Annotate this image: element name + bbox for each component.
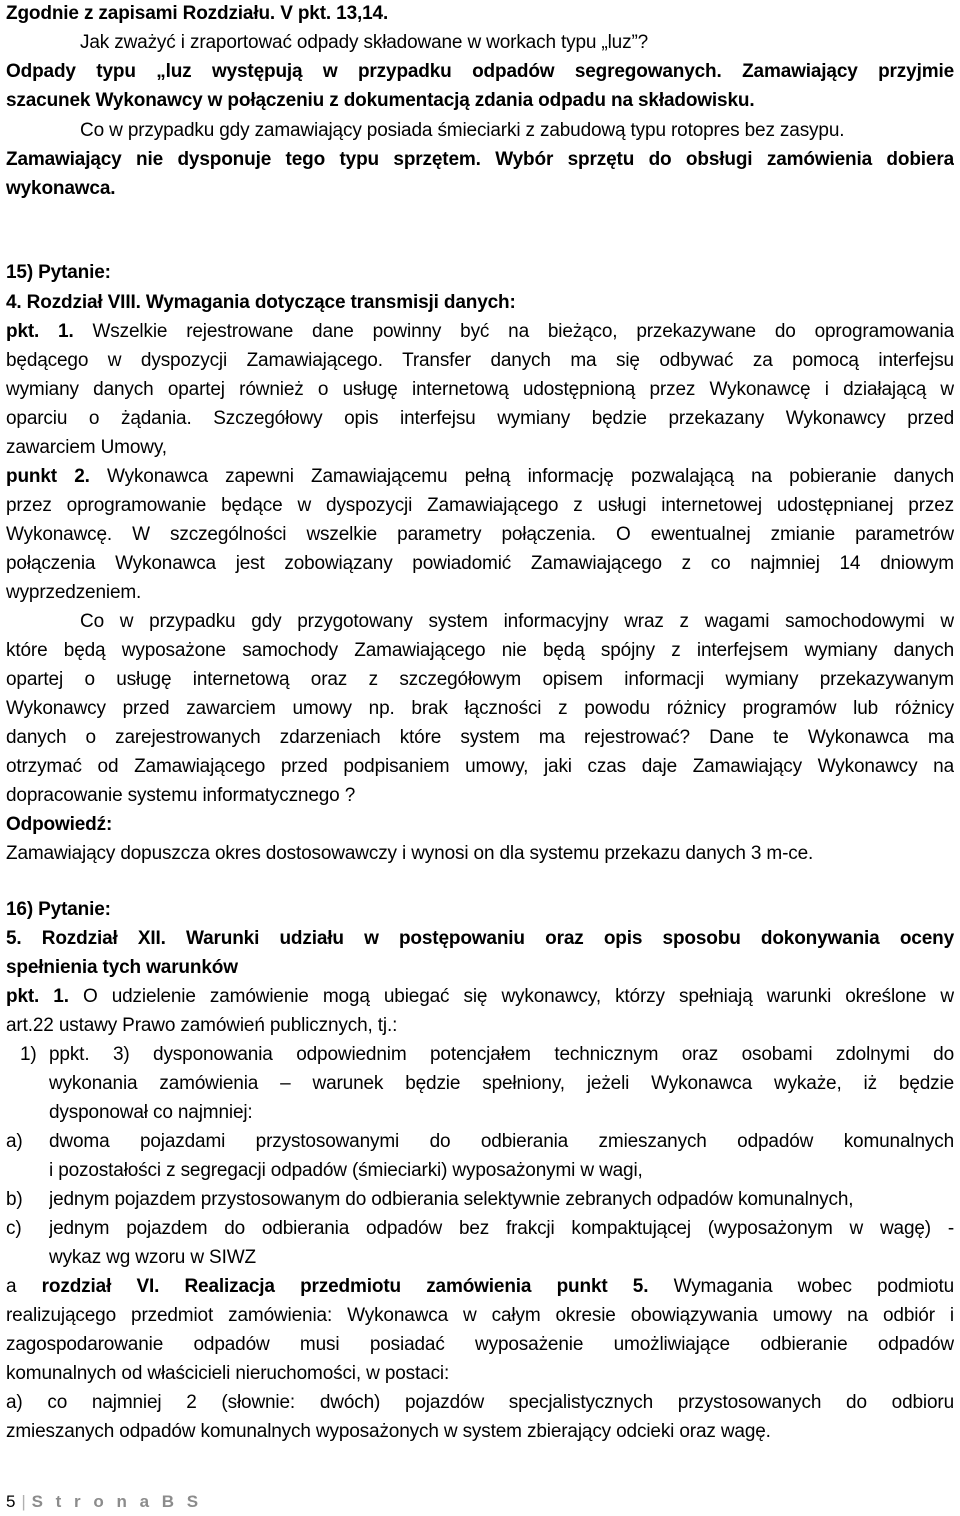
list-item-text: wykaz wg wzoru w SIWZ [49, 1247, 256, 1269]
point-label: pkt. 1. [6, 986, 69, 1007]
page-footer [6, 1487, 202, 1516]
point-label: punkt 2. [6, 466, 90, 487]
list-item [6, 1185, 954, 1214]
question-text: Co w przypadku gdy przygotowany system informacyjny wraz z wagami samochodowymi w [80, 611, 954, 632]
list-item-text: jednym pojazdem przystosowanym do odbierania selektywnie zebranych odpadów komunalnych, [49, 1189, 854, 1210]
list-item-label: b) [6, 1189, 23, 1210]
list-item-text: i pozostałości z segregacji odpadów (śmieciarki) wyposażonymi w wagi, [49, 1160, 643, 1182]
section-heading: spełnienia tych warunków [6, 957, 238, 978]
paragraph-line: połączenia Wykonawca jest zobowiązany powiadomić Zamawiającego z co najmniej 14 dniowym [6, 553, 954, 574]
list-item [6, 1214, 954, 1272]
section-heading: 5. Rozdział XII. Warunki udziału w postępowaniu oraz opis sposobu dokonywania oceny [6, 928, 954, 949]
question-heading: 15) Pytanie: [6, 262, 111, 283]
paragraph-line: pkt. 1. Wszelkie rejestrowane dane powinny być na bieżąco, przekazywane do oprogramowania [6, 321, 954, 342]
paragraph-line: zawarciem Umowy, [6, 437, 167, 458]
paragraph-line: będącego w dyspozycji Zamawiającego. Transfer danych ma się odbywać za pomocą interfejsu [6, 350, 954, 371]
paragraph-line: zagospodarowanie odpadów musi posiadać wyposażenie umożliwiające odbieranie odpadów [6, 1334, 954, 1355]
paragraph-line: wymiany danych opartej również o usługę internetową udostępnioną przez Wykonawcę i działającą w [6, 379, 954, 400]
chapter-reference: rozdział VI. Realizacja przedmiotu zamówienia punkt 5. [41, 1276, 649, 1297]
answer-text: Zamawiający dopuszcza okres dostosowawczy i wynosi on dla systemu przekazu danych 3 m-ce. [6, 843, 814, 864]
list-item-text: dwoma pojazdami przystosowanymi do odbierania zmieszanych odpadów komunalnych [49, 1131, 954, 1152]
list-item-label: 1) [20, 1044, 37, 1065]
paragraph-line: a) co najmniej 2 (słownie: dwóch) pojazdów specjalistycznych przystosowanych do odbioru [6, 1392, 954, 1413]
question-text: Jak zważyć i zraportować odpady składowane w workach typu „luz”? [80, 32, 649, 53]
list-item-label: a) [6, 1131, 23, 1152]
list-item-text: jednym pojazdem do odbierania odpadów bez frakcji kompaktującej (wyposażonym w wagę) - [49, 1218, 954, 1239]
footer-separator: | [21, 1492, 26, 1511]
list-item [6, 1127, 954, 1185]
question-text: które będą wyposażone samochody Zamawiającego nie będą spójny z interfejsem wymiany danych [6, 640, 954, 661]
list-item-text: ppkt. 3) dysponowania odpowiednim potencjałem technicznym oraz osobami zdolnymi do [49, 1044, 954, 1065]
question-heading: 16) Pytanie: [6, 899, 111, 920]
paragraph-line: Wykonawcę. W szczególności wszelkie parametry połączenia. O ewentualnej zmianie parametrów [6, 524, 954, 545]
question-text: danych o zarejestrowanych zdarzeniach które system ma rejestrować? Dane te Wykonawca ma [6, 727, 954, 748]
question-text: otrzymać od Zamawiającego przed podpisaniem umowy, jaki czas daje Zamawiający Wykonawcy na [6, 756, 954, 777]
list-item [20, 1040, 954, 1128]
paragraph-line: a rozdział VI. Realizacja przedmiotu zamówienia punkt 5. Wymagania wobec podmiotu [6, 1276, 954, 1297]
answer-text: Odpady typu „luz występują w przypadku odpadów segregowanych. Zamawiający przyjmie [6, 61, 954, 82]
answer-text: Zamawiający nie dysponuje tego typu sprzętem. Wybór sprzętu do obsługi zamówienia dobiera [6, 149, 954, 170]
section-reference: Zgodnie z zapisami Rozdziału. V pkt. 13,14. [6, 3, 389, 24]
paragraph-line: wyprzedzeniem. [6, 582, 142, 603]
question-text: opartej o usługę internetową oraz z szczegółowym opisem informacji wymiany przekazywanym [6, 669, 954, 690]
question-text: dopracowanie systemu informatycznego ? [6, 785, 356, 806]
paragraph-line: pkt. 1. O udzielenie zamówienie mogą ubiegać się wykonawcy, którzy spełniają warunki określone w [6, 986, 954, 1007]
list-item-text: wykonania zamówienia – warunek będzie spełniony, jeżeli Wykonawca wykaże, iż będzie [49, 1073, 954, 1095]
section-heading: 4. Rozdział VIII. Wymagania dotyczące transmisji danych: [6, 292, 516, 313]
question-text: Wykonawcy przed zawarciem umowy np. brak łączności z powodu różnicy programów lub różnicy [6, 698, 954, 719]
paragraph-line: realizującego przedmiot zamówienia: Wykonawca w całym okresie obowiązywania umowy na odbiór i [6, 1305, 954, 1326]
list-item-text: dysponował co najmniej: [49, 1102, 253, 1124]
answer-text: szacunek Wykonawcy w połączeniu z dokumentacją zdania odpadu na składowisku. [6, 90, 755, 111]
point-label: pkt. 1. [6, 321, 74, 342]
paragraph-line: komunalnych od właścicieli nieruchomości, w postaci: [6, 1363, 450, 1384]
paragraph-line: przez oprogramowanie będące w dyspozycji Zamawiającego z usługi internetowej udostępnianej przez [6, 495, 954, 516]
paragraph-line: punkt 2. Wykonawca zapewni Zamawiającemu pełną informację pozwalającą na pobieranie danych [6, 466, 954, 487]
footer-label: S t r o n a B S [31, 1492, 203, 1511]
answer-text: wykonawca. [6, 178, 116, 199]
answer-label: Odpowiedź: [6, 814, 113, 835]
paragraph-line: oparciu o żądania. Szczegółowy opis interfejsu wymiany będzie przekazany Wykonawcy przed [6, 408, 954, 429]
question-text: Co w przypadku gdy zamawiający posiada śmieciarki z zabudową typu rotopres bez zasypu. [80, 120, 845, 141]
paragraph-line: zmieszanych odpadów komunalnych wyposażonych w system zbierający odcieki oraz wagę. [6, 1421, 771, 1442]
list-item-label: c) [6, 1218, 22, 1239]
paragraph-line: art.22 ustawy Prawo zamówień publicznych, tj.: [6, 1015, 398, 1036]
page-number: 5 [6, 1492, 16, 1511]
